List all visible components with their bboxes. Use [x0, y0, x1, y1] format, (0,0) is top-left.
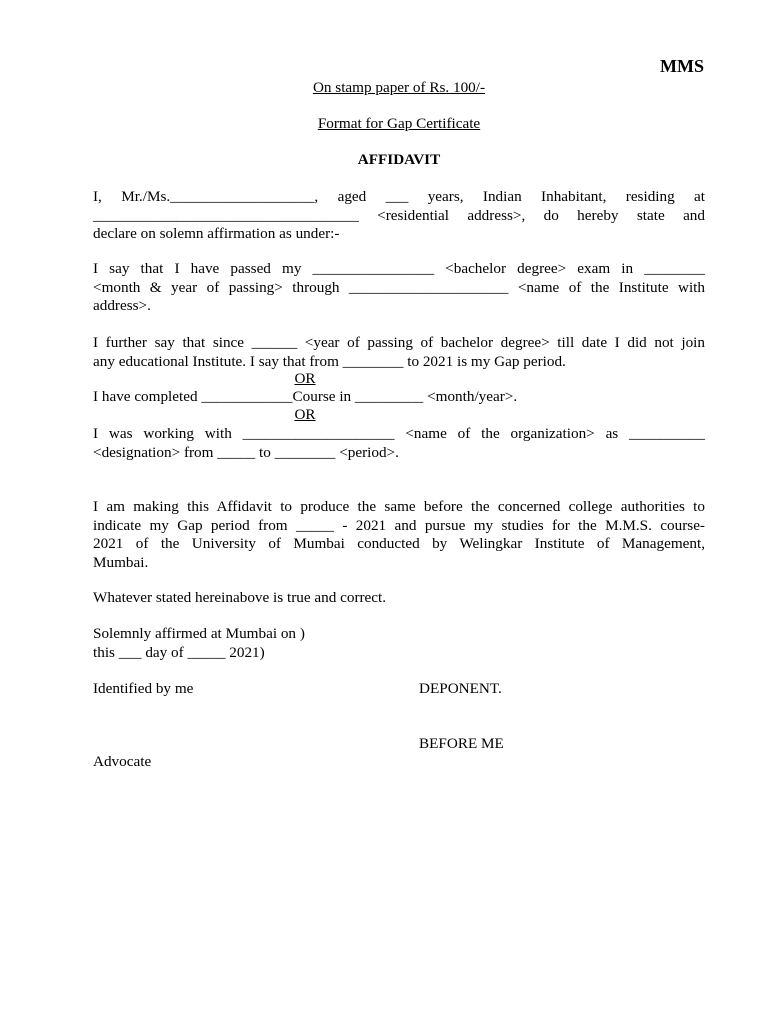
format-heading: Format for Gap Certificate [317, 115, 481, 132]
employment-line: I was working with ____________________ <name of the organization> as __________ [93, 425, 705, 442]
truth-statement: Whatever stated hereinabove is true and correct. [93, 589, 387, 606]
affirmation-line: this ___ day of _____ 2021) [93, 643, 265, 661]
degree-line: address>. [93, 297, 151, 314]
purpose-line: indicate my Gap period from _____ - 2021 and pursue my studies for the M.M.S. course- [93, 516, 705, 534]
purpose-paragraph [93, 498, 705, 572]
gap-line: any educational Institute. I say that from ________ to 2021 is my Gap period. [93, 352, 566, 370]
gap-line: I further say that since ______ <year of passing of bachelor degree> till date I did not join [93, 334, 705, 351]
affirmation-block [93, 625, 705, 662]
intro-line: ___________________________________ <residential address>, do hereby state and [93, 206, 705, 224]
document-tag: MMS [660, 56, 704, 76]
degree-paragraph [93, 260, 705, 316]
deponent-label: DEPONENT. [419, 680, 502, 697]
intro-paragraph [93, 188, 705, 244]
identified-by-label: Identified by me [93, 680, 194, 697]
degree-line: <month & year of passing> through _____________________ <name of the Institute with [93, 278, 705, 296]
employment-paragraph [93, 425, 705, 462]
intro-line: I, Mr./Ms.___________________, aged ___ years, Indian Inhabitant, residing at [93, 188, 705, 205]
before-me-label: BEFORE ME [419, 735, 504, 752]
advocate-label: Advocate [93, 753, 152, 770]
affidavit-title: AFFIDAVIT [357, 151, 441, 168]
degree-line: I say that I have passed my ________________ <bachelor degree> exam in ________ [93, 260, 705, 277]
employment-line: <designation> from _____ to ________ <period>. [93, 443, 399, 461]
intro-line: declare on solemn affirmation as under:- [93, 225, 340, 242]
course-paragraph [93, 388, 705, 407]
affirmation-line: Solemnly affirmed at Mumbai on ) [93, 625, 305, 642]
gap-period-paragraph [93, 334, 705, 371]
course-line: I have completed ____________Course in _________ <month/year>. [93, 388, 518, 405]
purpose-line: I am making this Affidavit to produce the same before the concerned college authorities to [93, 498, 705, 515]
purpose-line: Mumbai. [93, 553, 149, 571]
or-separator: OR [294, 370, 316, 387]
stamp-paper-line: On stamp paper of Rs. 100/- [312, 79, 486, 96]
or-separator: OR [294, 406, 316, 423]
purpose-line: 2021 of the University of Mumbai conducted by Welingkar Institute of Management, [93, 535, 705, 552]
